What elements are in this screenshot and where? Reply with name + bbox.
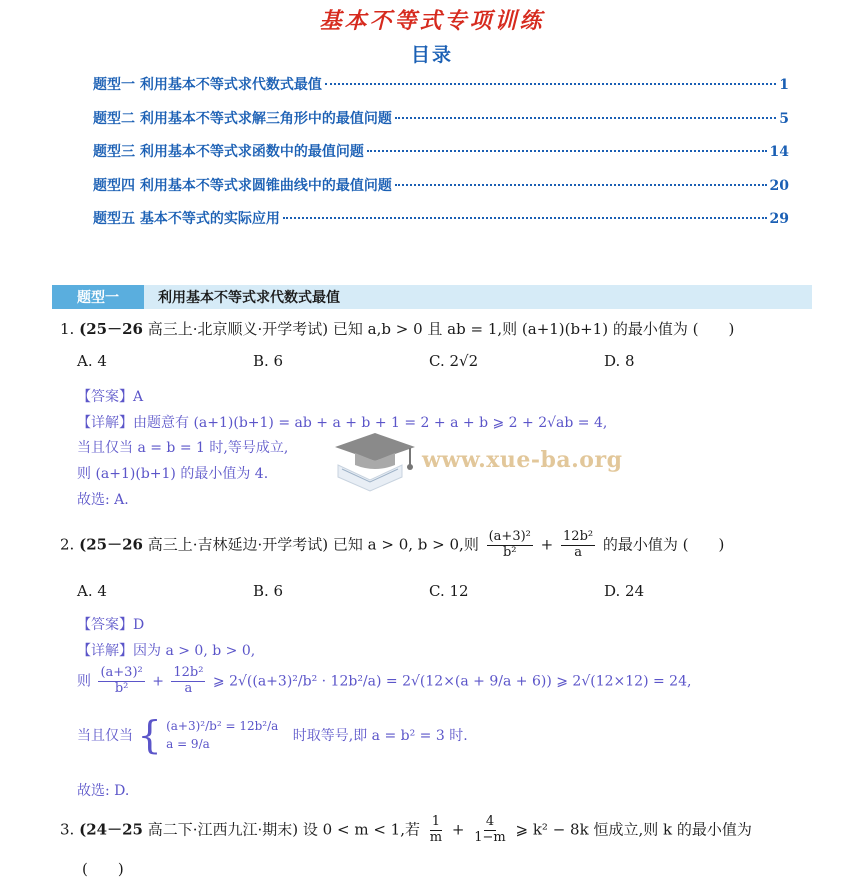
toc-entry-label: 题型五 基本不等式的实际应用: [93, 211, 280, 227]
section-header: [52, 285, 812, 309]
question-source: 高三上·吉林延边·开学考试): [147, 535, 329, 554]
question-2-stem: 2. (25－26 高三上·吉林延边·开学考试) 已知 a > 0, b > 0,则 $\frac{\text{(a+3)²}}{\text{b²}}$ + $\frac{\text{12b²}}{a}$ 的最小值为 ( ): [60, 529, 725, 560]
question-number: 1.: [60, 320, 75, 338]
question-number: 3.: [60, 820, 75, 839]
toc-leader-dots: [395, 117, 776, 119]
toc-entry[interactable]: [93, 141, 789, 175]
solution-line: 则 $\frac{\text{(a+3)²}}{\text{b²}}$ + $\frac{\text{12b²}}{a}$ ⩾ 2√((a+3)²/b² · 12b²/a) = 2√(12×(a + 9/a + 6)) ⩾ 2√(12×12) = 24,: [77, 665, 692, 696]
question-source: 高二下·江西九江·期末): [147, 820, 299, 839]
toc-entry-page: 20: [769, 177, 789, 194]
toc-entry-label: 题型一 利用基本不等式求代数式最值: [93, 77, 322, 93]
question-source-year: (25－26: [79, 320, 143, 338]
option-d[interactable]: D. 24: [604, 582, 645, 600]
question-source: 高三上·北京顺义·开学考试): [147, 320, 329, 338]
solution-line: 【详解】因为 a > 0, b > 0,: [77, 643, 256, 659]
brace: {: [137, 713, 162, 757]
toc-leader-dots: [367, 150, 767, 152]
table-of-contents: [93, 74, 789, 242]
option-b[interactable]: B. 6: [253, 582, 284, 600]
watermark-text: www.xue-ba.org: [422, 447, 623, 473]
solution-line: 则 (a+1)(b+1) 的最小值为 4.: [77, 466, 269, 482]
toc-leader-dots: [325, 83, 776, 85]
toc-entry-label: 题型四 利用基本不等式求圆锥曲线中的最值问题: [93, 177, 392, 194]
watermark: [330, 425, 630, 495]
solution-line: 故选: D.: [77, 783, 130, 799]
toc-entry-page: 14: [769, 144, 789, 160]
toc-entry[interactable]: [93, 108, 789, 142]
toc-title: 目录: [410, 44, 453, 66]
fraction: $\frac{\text{(a+3)²}}{\text{b²}}$: [100, 665, 143, 696]
question-text: 已知 a,b > 0 且 ab = 1,则 (a+1)(b+1) 的最小值为 ( ): [332, 320, 735, 338]
question-text: 已知 a > 0, b > 0,则: [332, 535, 479, 554]
document-title: 基本不等式专项训练: [319, 8, 545, 34]
graduation-cap-icon: [330, 425, 420, 495]
question-source-year: (25－26: [79, 535, 143, 554]
question-1-stem: [60, 318, 734, 339]
answer-label: 【答案】A: [77, 389, 144, 405]
question-text: 的最小值为 ( ): [602, 535, 725, 554]
solution-line: 故选: A.: [77, 492, 129, 508]
toc-leader-dots: [395, 184, 767, 186]
fraction: $\frac{\text{(a+3)²}}{\text{b²}}$: [488, 529, 531, 560]
toc-entry-label: 题型二 利用基本不等式求解三角形中的最值问题: [93, 110, 392, 127]
option-d[interactable]: D. 8: [604, 352, 635, 370]
solution-line: 当且仅当 { (a+3)²/b² = 12b²/a a = 9/a 时取等号,即 a = b² = 3 时.: [77, 713, 468, 757]
question-text: 设 0 < m < 1,若: [302, 820, 420, 839]
solution-line: 当且仅当 a = b = 1 时,等号成立,: [77, 440, 289, 456]
fraction: $\frac{1}{m}$: [429, 814, 443, 845]
fraction: $\frac{4}{1-m}$: [474, 814, 506, 845]
section-name: 利用基本不等式求代数式最值: [158, 290, 340, 306]
section-tag: 题型一: [52, 285, 144, 309]
option-a[interactable]: A. 4: [77, 582, 107, 600]
question-3-stem: 3. (24－25 高二下·江西九江·期末) 设 0 < m < 1,若 $\frac{1}{m}$ + $\frac{4}{1-m}$ ⩾ k² − 8k 恒成立,则 k 的最小值为: [60, 814, 752, 845]
toc-entry[interactable]: [93, 175, 789, 209]
option-a[interactable]: A. 4: [77, 352, 107, 370]
toc-entry[interactable]: [93, 208, 789, 242]
option-c[interactable]: C. 2√2: [429, 352, 479, 370]
toc-entry-page: 29: [769, 211, 789, 227]
option-c[interactable]: C. 12: [429, 582, 469, 600]
fraction: $\frac{\text{12b²}}{a}$: [563, 529, 594, 560]
toc-entry-page: 5: [779, 110, 789, 127]
toc-entry[interactable]: [93, 74, 789, 108]
toc-entry-label: 题型三 利用基本不等式求函数中的最值问题: [93, 144, 364, 160]
toc-entry-page: 1: [779, 77, 789, 93]
condition-system: (a+3)²/b² = 12b²/a a = 9/a: [166, 719, 279, 751]
question-number: 2.: [60, 535, 75, 554]
answer-blank: ( ): [82, 860, 124, 878]
fraction: $\frac{\text{12b²}}{a}$: [173, 665, 204, 696]
answer-label: 【答案】D: [77, 617, 145, 633]
solution-line: 【详解】由题意有 (a+1)(b+1) = ab + a + b + 1 = 2 + a + b ⩾ 2 + 2√ab = 4,: [77, 415, 608, 431]
option-b[interactable]: B. 6: [253, 352, 284, 370]
question-source-year: (24－25: [79, 820, 143, 839]
question-text: ⩾ k² − 8k 恒成立,则 k 的最小值为: [515, 820, 752, 839]
toc-leader-dots: [283, 217, 767, 219]
